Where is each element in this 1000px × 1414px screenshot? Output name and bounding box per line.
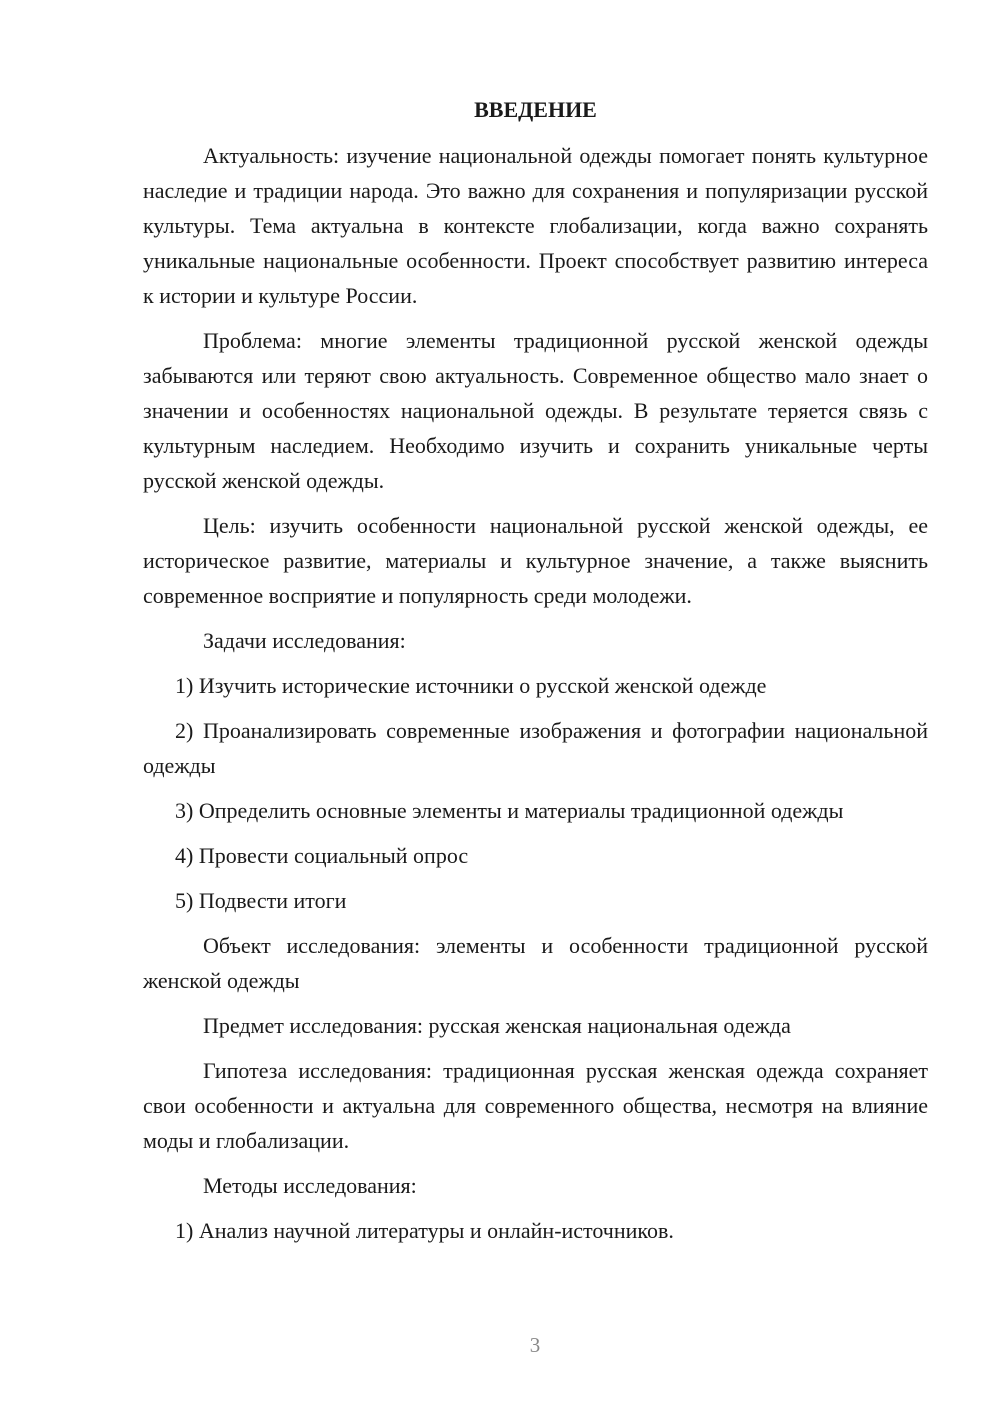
task-item: 4) Провести социальный опрос [175, 843, 469, 868]
task-item: 1) Изучить исторические источники о русской женской одежде [175, 673, 767, 698]
goal-paragraph: Цель: изучить особенности национальной русской женской одежды, ее историческое развитие, материалы и культурное значение, а также выяснить современное восприятие и популярность среди молодежи. [143, 513, 928, 608]
hypothesis-paragraph: Гипотеза исследования: традиционная русская женская одежда сохраняет свои особенности и актуальна для современного общества, несмотря на влияние моды и глобализации. [143, 1058, 928, 1153]
page-number: 3 [529, 1333, 541, 1357]
object-paragraph: Объект исследования: элементы и особенности традиционной русской женской одежды [143, 933, 928, 993]
relevance-paragraph: Актуальность: изучение национальной одежды помогает понять культурное наследие и традиции народа. Это важно для сохранения и популяризации русской культуры. Тема актуальна в контексте глобализации, когда важно сохранять уникальные национальные особенности. Проект способствует развитию интереса к истории и культуре России. [143, 143, 928, 308]
subject-paragraph: Предмет исследования: русская женская национальная одежда [203, 1013, 791, 1038]
method-item: 1) Анализ научной литературы и онлайн-источников. [175, 1218, 674, 1243]
task-item: 3) Определить основные элементы и материалы традиционной одежды [175, 798, 844, 823]
document-page [143, 95, 928, 1258]
section-title: ВВЕДЕНИЕ [474, 97, 597, 122]
tasks-heading: Задачи исследования: [203, 628, 406, 653]
problem-paragraph: Проблема: многие элементы традиционной русской женской одежды забываются или теряют свою актуальность. Современное общество мало знает о значении и особенностях национальной одежды. В результате теряется связь с культурным наследием. Необходимо изучить и сохранить уникальные черты русской женской одежды. [143, 328, 928, 493]
methods-heading: Методы исследования: [203, 1173, 417, 1198]
task-item: 2) Проанализировать современные изображения и фотографии национальной одежды [143, 718, 928, 778]
task-item: 5) Подвести итоги [175, 888, 347, 913]
